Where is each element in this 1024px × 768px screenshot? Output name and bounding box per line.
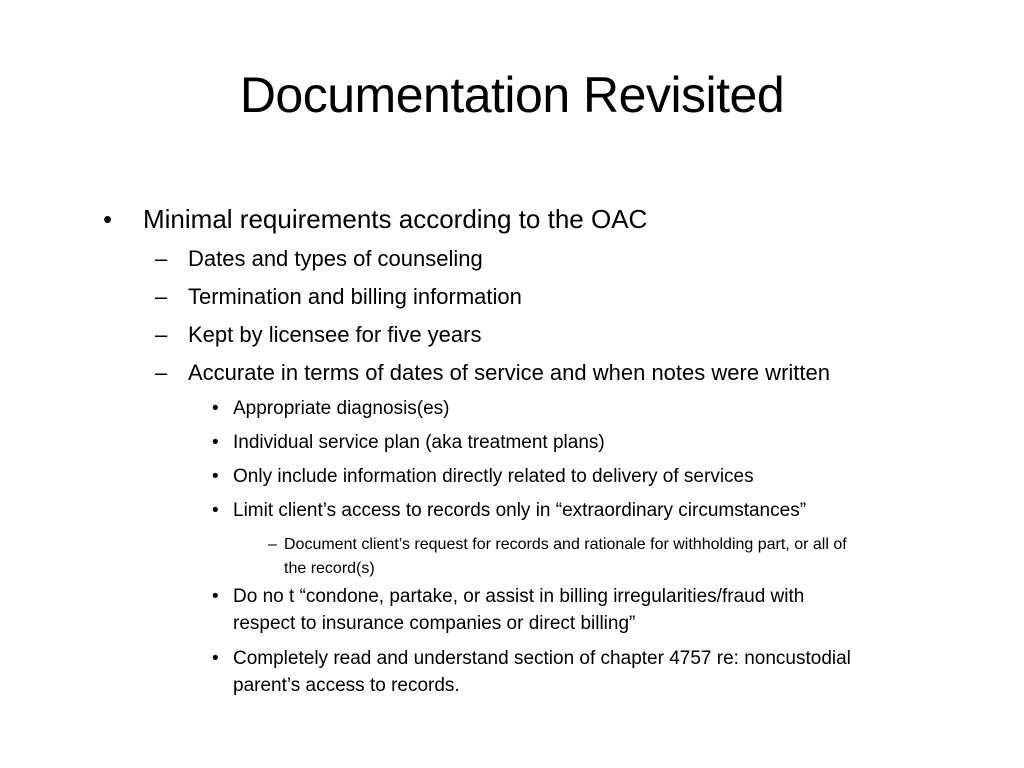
bullet-text xyxy=(284,533,847,581)
bullet-text: Termination and billing information xyxy=(188,284,522,309)
bullet-item-level3 xyxy=(0,495,1024,529)
bullet-text: Minimal requirements according to the OAC xyxy=(143,204,648,234)
bullet-item-level3 xyxy=(0,427,1024,461)
bullet-marker: • xyxy=(212,432,219,453)
bullet-text xyxy=(233,583,804,637)
bullet-marker: • xyxy=(212,398,219,419)
dash-marker: – xyxy=(155,284,168,309)
bullet-text: Accurate in terms of dates of service and when notes were written xyxy=(188,360,830,385)
bullet-text: Only include information directly related to delivery of services xyxy=(233,466,754,487)
bullet-item-level2 xyxy=(0,355,1024,393)
dash-marker: – xyxy=(155,360,168,385)
dash-marker: – xyxy=(155,322,168,347)
bullet-item-level2 xyxy=(0,317,1024,355)
bullet-marker: • xyxy=(212,466,219,487)
bullet-text-line: Do no t “condone, partake, or assist in billing irregularities/fraud with xyxy=(233,586,805,607)
bullet-text: Individual service plan (aka treatment plans) xyxy=(233,432,605,453)
bullet-text: Appropriate diagnosis(es) xyxy=(233,398,450,419)
bullet-text xyxy=(233,645,851,699)
bullet-text: Limit client’s access to records only in “extraordinary circumstances” xyxy=(233,500,807,521)
bullet-item-level3 xyxy=(0,581,1024,643)
bullet-marker: • xyxy=(212,586,219,607)
slide-content xyxy=(0,199,1024,705)
dash-marker: – xyxy=(155,246,168,271)
bullet-marker: • xyxy=(212,500,219,521)
bullet-text-line: respect to insurance companies or direct billing” xyxy=(233,613,636,634)
bullet-item-level3 xyxy=(0,461,1024,495)
bullet-item-level1 xyxy=(0,199,1024,241)
bullet-marker: • xyxy=(212,648,219,669)
bullet-item-level2 xyxy=(0,279,1024,317)
dash-marker: – xyxy=(268,536,277,553)
bullet-text: Dates and types of counseling xyxy=(188,246,483,271)
bullet-text-line: Completely read and understand section of chapter 4757 re: noncustodial xyxy=(233,648,851,669)
bullet-text-line: Document client’s request for records and rationale for withholding part, or all of xyxy=(284,536,847,553)
bullet-item-level3 xyxy=(0,393,1024,427)
bullet-item-level2 xyxy=(0,241,1024,279)
slide-title: Documentation Revisited xyxy=(239,67,785,123)
bullet-item-level3 xyxy=(0,643,1024,705)
bullet-text: Kept by licensee for five years xyxy=(188,322,482,347)
bullet-text-line: parent’s access to records. xyxy=(233,675,460,696)
bullet-text-line: the record(s) xyxy=(284,560,375,577)
bullet-marker: • xyxy=(103,204,113,234)
bullet-item-level4 xyxy=(0,529,1024,581)
